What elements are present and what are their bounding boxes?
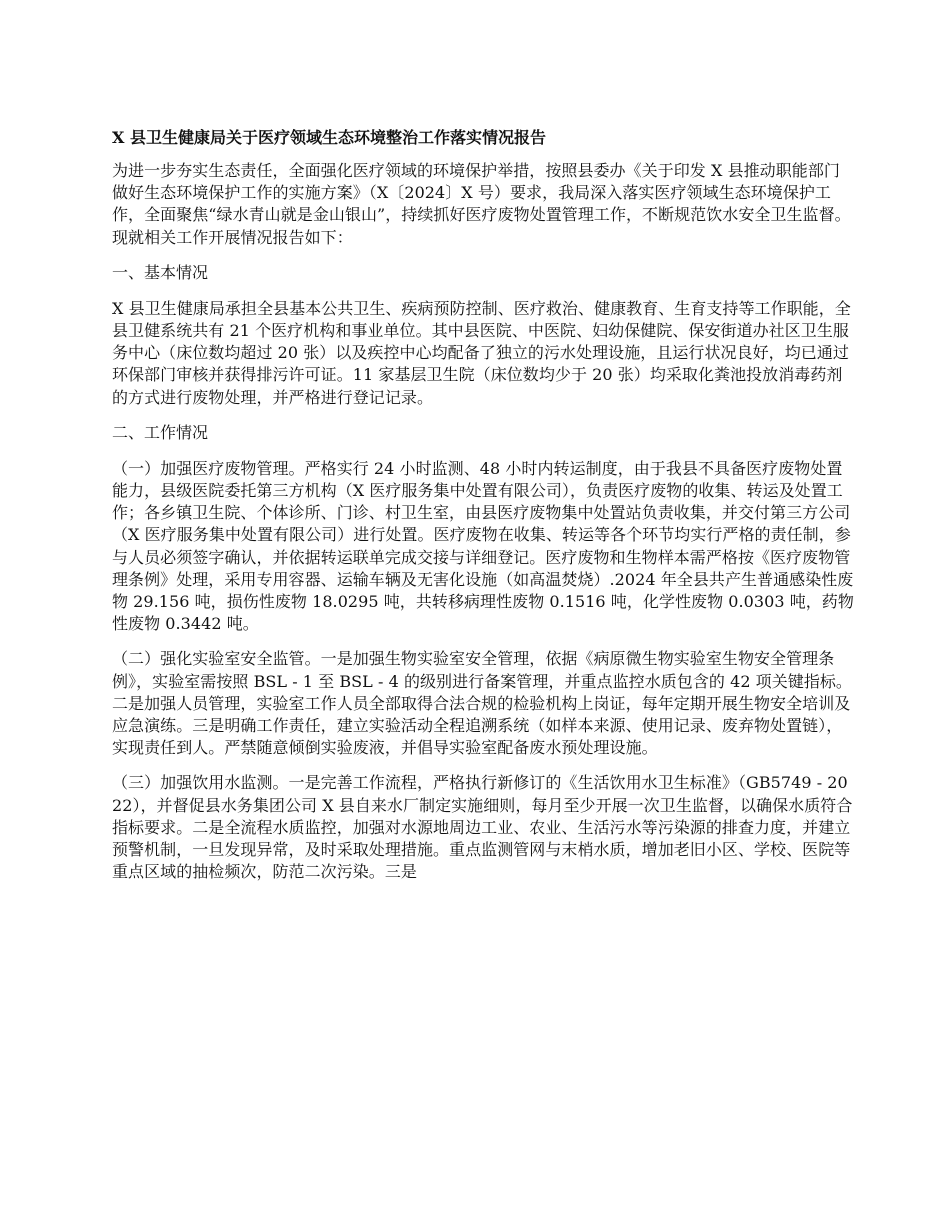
- basic-situation-paragraph: X 县卫生健康局承担全县基本公共卫生、疾病预防控制、医疗救治、健康教育、生育支持等工作职能，全县卫健系统共有 21 个医疗机构和事业单位。其中县医院、中医院、妇幼保健院、保安街道办社区卫生服务中心（床位数均超过 20 张）以及疾控中心均配备了独立的污水处理设施，且运行状况良好，均已通过环保部门审核并获得排污许可证。11 家基层卫生院（床位数均少于 20 张）均采取化粪池投放消毒药剂的方式进行废物处理，并严格进行登记记录。: [112, 298, 851, 407]
- document-title: X 县卫生健康局关于医疗领域生态环境整治工作落实情况报告: [112, 128, 546, 147]
- intro-paragraph: 为进一步夯实生态责任，全面强化医疗领域的环境保护举措，按照县委办《关于印发 X 县推动职能部门做好生态环境保护工作的实施方案》（X〔2024〕X 号）要求，我局深入落实医疗领域生态环境保护工作，全面聚焦“绿水青山就是金山银山”，持续抓好医疗废物处置管理工作，不断规范饮水安全卫生监督。现就相关工作开展情况报告如下：: [112, 161, 851, 247]
- lab-safety-paragraph: （二）强化实验室安全监管。一是加强生物实验室安全管理，依据《病原微生物实验室生物安全管理条例》，实验室需按照 BSL - 1 至 BSL - 4 的级别进行备案管理，并重点监控水质包含的 42 项关键指标。二是加强人员管理，实验室工作人员全部取得合法合规的检验机构上岗证，每年定期开展生物安全培训及应急演练。三是明确工作责任，建立实验活动全程追溯系统（如样本来源、使用记录、废弃物处置链），实现责任到人。严禁随意倾倒实验废液，并倡导实验室配备废水预处理设施。: [112, 649, 852, 758]
- document-page: [112, 127, 854, 896]
- section-heading-basic: 一、基本情况: [112, 262, 209, 282]
- section-heading-work: 二、工作情况: [112, 422, 209, 442]
- medical-waste-paragraph: （一）加强医疗废物管理。严格实行 24 小时监测、48 小时内转运制度，由于我县不具备医疗废物处置能力，县级医院委托第三方机构（X 医疗服务集中处置有限公司），负责医疗废物的收集、转运及处置工作；各乡镇卫生院、个体诊所、门诊、村卫生室，由县医疗废物集中处置站负责收集，并交付第三方公司（X 医疗服务集中处置有限公司）进行处置。医疗废物在收集、转运等各个环节均实行严格的责任制，参与人员必须签字确认，并依据转运联单完成交接与详细登记。医疗废物和生物样本需严格按《医疗废物管理条例》处理，采用专用容器、运输车辆及无害化设施（如高温焚烧）.2024 年全县共产生普通感染性废物 29.156 吨，损伤性废物 18.0295 吨，共转移病理性废物 0.1516 吨，化学性废物 0.0303 吨，药物性废物 0.3442 吨。: [112, 458, 854, 634]
- drinking-water-paragraph: （三）加强饮用水监测。一是完善工作流程，严格执行新修订的《生活饮用水卫生标准》（GB5749 - 2022），并督促县水务集团公司 X 县自来水厂制定实施细则，每月至少开展一次卫生监督，以确保水质符合指标要求。二是全流程水质监控，加强对水源地周边工业、农业、生活污水等污染源的排查力度，并建立预警机制，一旦发现异常，及时采取处理措施。重点监测管网与末梢水质，增加老旧小区、学校、医院等重点区域的抽检频次，防范二次污染。三是: [112, 773, 853, 882]
